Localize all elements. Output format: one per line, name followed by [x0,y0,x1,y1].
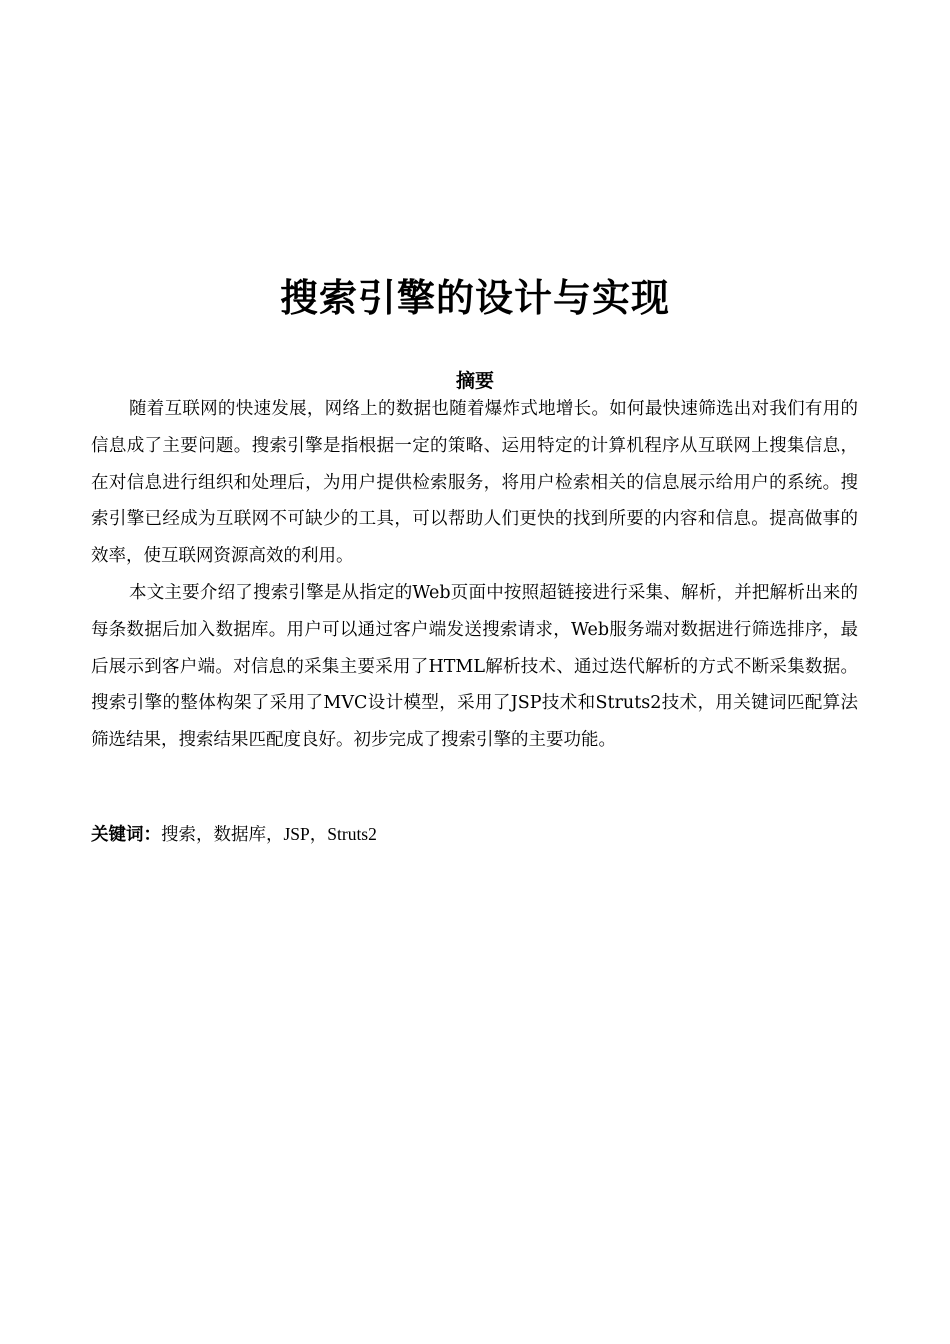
abstract-heading: 摘要 [455,370,494,392]
document-title: 搜索引擎的设计与实现 [279,276,670,320]
abstract-paragraph-2: 本文主要介绍了搜索引擎是从指定的Web页面中按照超链接进行采集、解析，并把解析出来的每条数据后加入数据库。用户可以通过客户端发送搜索请求，Web服务端对数据进行筛选排序，最后展示到客户端。对信息的采集主要采用了HTML解析技术、通过迭代解析的方式不断采集数据。搜索引擎的整体构架了采用了MVC设计模型，采用了JSP技术和Struts2技术，用关键词匹配算法筛选结果，搜索结果匹配度良好。初步完成了搜索引擎的主要功能。 [91,582,858,751]
keywords-line [91,818,858,851]
keywords-value: 搜索，数据库，JSP，Struts2 [161,824,377,844]
keywords-label: 关键词： [91,825,161,845]
abstract-body [91,391,858,759]
abstract-paragraph-1: 随着互联网的快速发展，网络上的数据也随着爆炸式地增长。如何最快速筛选出对我们有用的信息成了主要问题。搜索引擎是指根据一定的策略、运用特定的计算机程序从互联网上搜集信息，在对信息进行组织和处理后，为用户提供检索服务，将用户检索相关的信息展示给用户的系统。搜索引擎已经成为互联网不可缺少的工具，可以帮助人们更快的找到所要的内容和信息。提高做事的效率，使互联网资源高效的利用。 [91,399,858,567]
